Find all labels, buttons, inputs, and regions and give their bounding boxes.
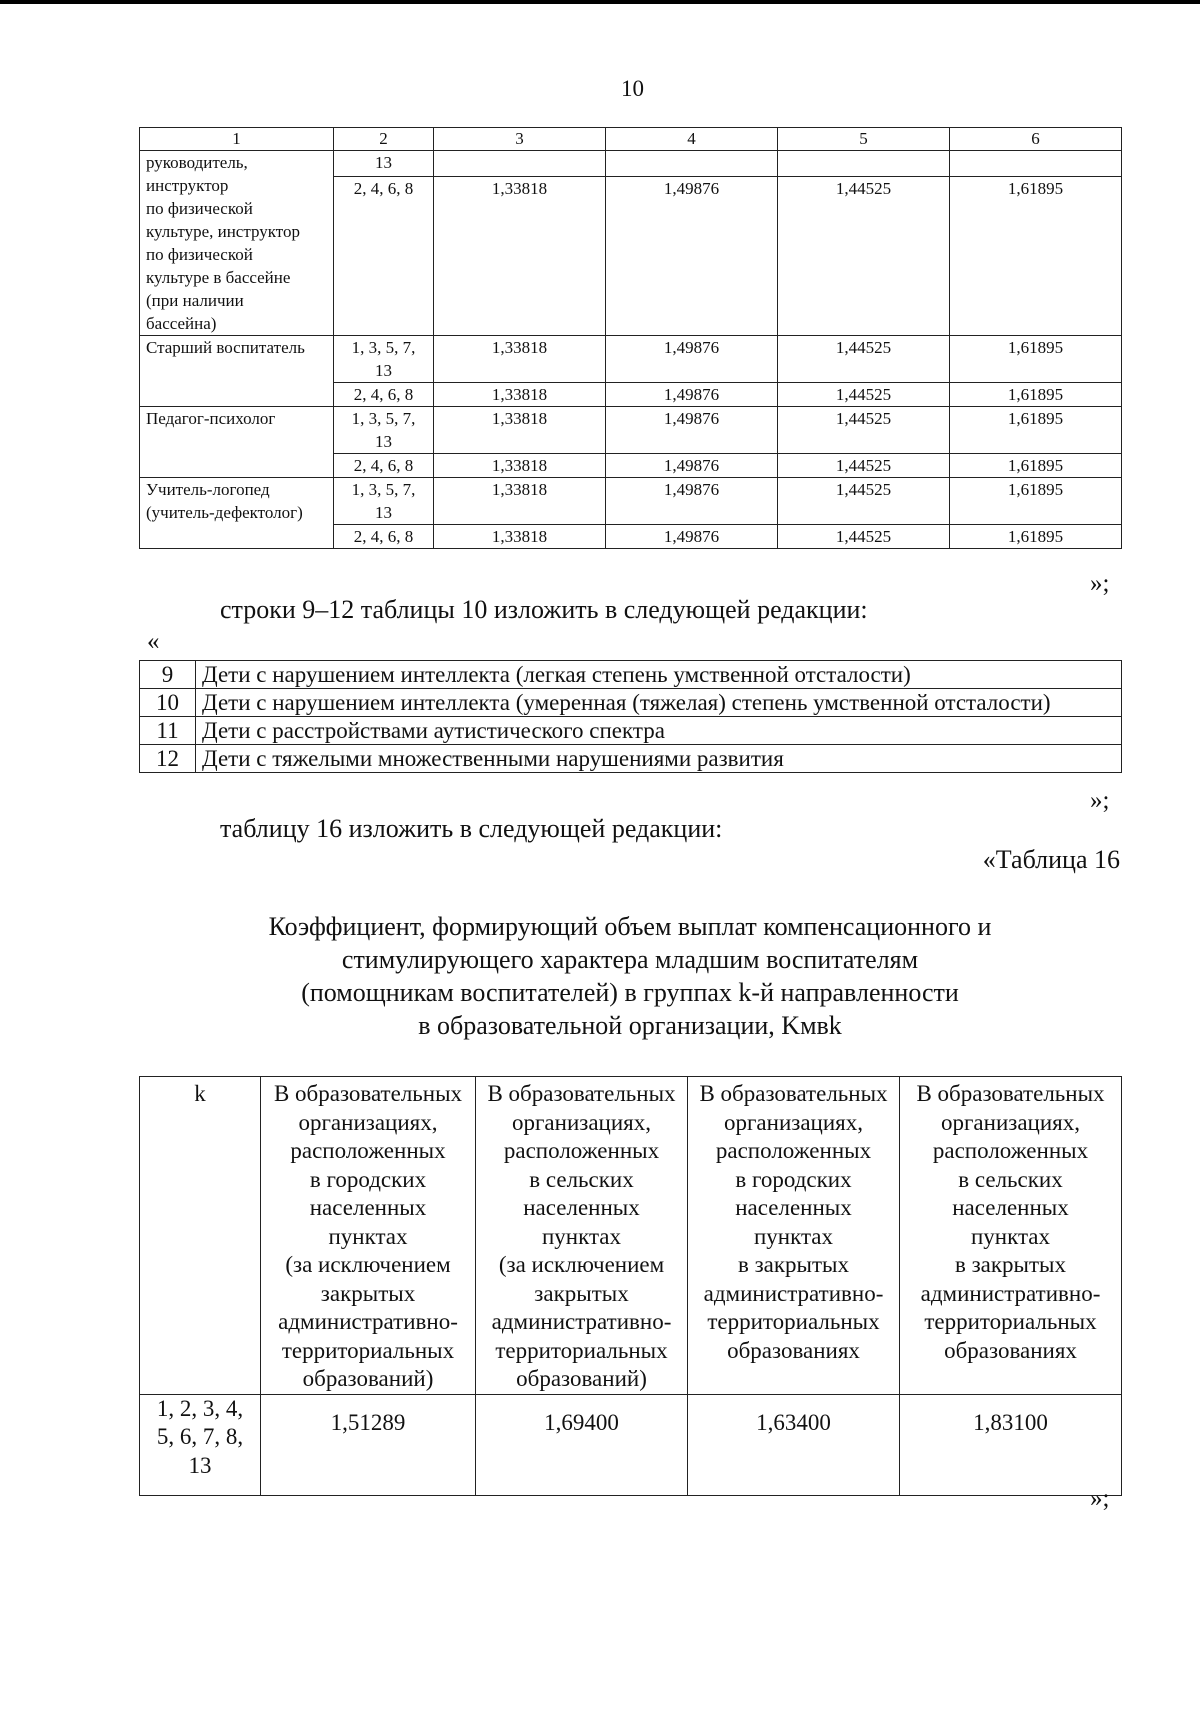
coefficient-cell: 1,33818 [434, 336, 606, 383]
group-numbers-cell: 2, 4, 6, 8 [334, 525, 434, 549]
coefficient-cell: 1,61895 [950, 407, 1122, 454]
column-header: 5 [778, 128, 950, 151]
position-name-cell: Учитель-логопед (учитель-дефектолог) [140, 478, 334, 549]
coefficient-cell: 1,44525 [778, 176, 950, 335]
row-number-cell: 9 [140, 661, 196, 689]
coefficient-cell: 1,61895 [950, 176, 1122, 335]
group-description-cell: Дети с нарушением интеллекта (легкая степень умственной отсталости) [196, 661, 1122, 689]
table-row [140, 407, 1122, 454]
table-title [139, 910, 1121, 1042]
table-header-row [140, 1077, 1122, 1395]
open-quote: « [147, 628, 160, 655]
coefficient-cell: 1,61895 [950, 383, 1122, 407]
coefficient-cell [778, 151, 950, 177]
close-quote: »; [1090, 787, 1110, 814]
coefficient-cell: 1,44525 [778, 478, 950, 525]
column-header: k [140, 1077, 261, 1395]
table-row [140, 336, 1122, 383]
column-header: 6 [950, 128, 1122, 151]
coefficient-cell: 1,61895 [950, 525, 1122, 549]
column-header: В образовательных организациях, расположенных в сельских населенных пунктах (за исключением закрытых административно- территориальных образований) [476, 1077, 688, 1395]
coefficient-cell: 1,49876 [606, 478, 778, 525]
group-numbers-cell: 2, 4, 6, 8 [334, 454, 434, 478]
table-caption: «Таблица 16 [982, 845, 1120, 874]
group-numbers-cell: 1, 3, 5, 7, 13 [334, 478, 434, 525]
table-row [140, 151, 1122, 177]
coefficient-cell: 1,49876 [606, 336, 778, 383]
coefficient-cell: 1,61895 [950, 454, 1122, 478]
column-header: В образовательных организациях, расположенных в городских населенных пунктах в закрытых административно- территориальных образованиях [688, 1077, 900, 1395]
group-numbers-cell: 2, 4, 6, 8 [334, 176, 434, 335]
coefficient-cell: 1,49876 [606, 176, 778, 335]
position-name-cell: Педагог-психолог [140, 407, 334, 478]
page-top-border [0, 0, 1200, 4]
table-row [140, 689, 1122, 717]
table-row [140, 1394, 1122, 1495]
group-numbers-cell: 1, 3, 5, 7, 13 [334, 336, 434, 383]
coefficient-cell: 1,44525 [778, 407, 950, 454]
table-row [140, 478, 1122, 525]
coefficient-cell: 1,33818 [434, 525, 606, 549]
table-16-coefficients [139, 1076, 1122, 1496]
column-header: В образовательных организациях, расположенных в городских населенных пунктах (за исключением закрытых административно- территориальных образований) [261, 1077, 476, 1395]
group-description-cell: Дети с нарушением интеллекта (умеренная (тяжелая) степень умственной отсталости) [196, 689, 1122, 717]
coefficient-cell [950, 151, 1122, 177]
table-coefficients-continued [139, 127, 1122, 549]
page-number: 10 [621, 76, 644, 101]
column-header: 3 [434, 128, 606, 151]
instruction-paragraph: строки 9–12 таблицы 10 изложить в следующей редакции: [220, 595, 868, 624]
coefficient-cell: 1,51289 [261, 1394, 476, 1495]
row-number-cell: 11 [140, 717, 196, 745]
coefficient-cell: 1,61895 [950, 336, 1122, 383]
table-group-types [139, 660, 1122, 773]
column-header: В образовательных организациях, расположенных в сельских населенных пунктах в закрытых административно- территориальных образованиях [900, 1077, 1122, 1395]
coefficient-cell: 1,49876 [606, 407, 778, 454]
coefficient-cell: 1,63400 [688, 1394, 900, 1495]
coefficient-cell: 1,49876 [606, 454, 778, 478]
coefficient-cell: 1,44525 [778, 525, 950, 549]
table-row [140, 661, 1122, 689]
column-header: 1 [140, 128, 334, 151]
table-row [140, 717, 1122, 745]
group-numbers-cell: 13 [334, 151, 434, 177]
coefficient-cell: 1,33818 [434, 478, 606, 525]
coefficient-cell [606, 151, 778, 177]
position-name-cell: Старший воспитатель [140, 336, 334, 407]
coefficient-cell: 1,61895 [950, 478, 1122, 525]
coefficient-cell: 1,69400 [476, 1394, 688, 1495]
instruction-paragraph: таблицу 16 изложить в следующей редакции: [220, 814, 723, 843]
column-header: 2 [334, 128, 434, 151]
column-header: 4 [606, 128, 778, 151]
coefficient-cell: 1,33818 [434, 454, 606, 478]
group-numbers-cell: 1, 3, 5, 7, 13 [334, 407, 434, 454]
position-name-cell: руководитель, инструктор по физической культуре, инструктор по физической культуре в бассейне (при наличии бассейна) [140, 151, 334, 336]
coefficient-cell: 1,49876 [606, 383, 778, 407]
coefficient-cell: 1,33818 [434, 407, 606, 454]
close-quote: »; [1090, 1485, 1110, 1512]
group-numbers-cell: 2, 4, 6, 8 [334, 383, 434, 407]
coefficient-cell [434, 151, 606, 177]
coefficient-cell: 1,33818 [434, 383, 606, 407]
group-description-cell: Дети с тяжелыми множественными нарушениями развития [196, 745, 1122, 773]
coefficient-cell: 1,49876 [606, 525, 778, 549]
coefficient-cell: 1,44525 [778, 383, 950, 407]
coefficient-cell: 1,44525 [778, 336, 950, 383]
row-number-cell: 12 [140, 745, 196, 773]
table-header-row [140, 128, 1122, 151]
table-title-text: Коэффициент, формирующий объем выплат компенсационного и стимулирующего характера младшим воспитателям (помощникам воспитателей) в группах k-й направленности в образовательной организации, Kмвk [268, 912, 992, 1040]
coefficient-cell: 1,33818 [434, 176, 606, 335]
coefficient-cell: 1,44525 [778, 454, 950, 478]
table-row [140, 745, 1122, 773]
k-groups-cell: 1, 2, 3, 4, 5, 6, 7, 8, 13 [140, 1394, 261, 1495]
close-quote: »; [1090, 570, 1110, 597]
row-number-cell: 10 [140, 689, 196, 717]
group-description-cell: Дети с расстройствами аутистического спектра [196, 717, 1122, 745]
coefficient-cell: 1,83100 [900, 1394, 1122, 1495]
